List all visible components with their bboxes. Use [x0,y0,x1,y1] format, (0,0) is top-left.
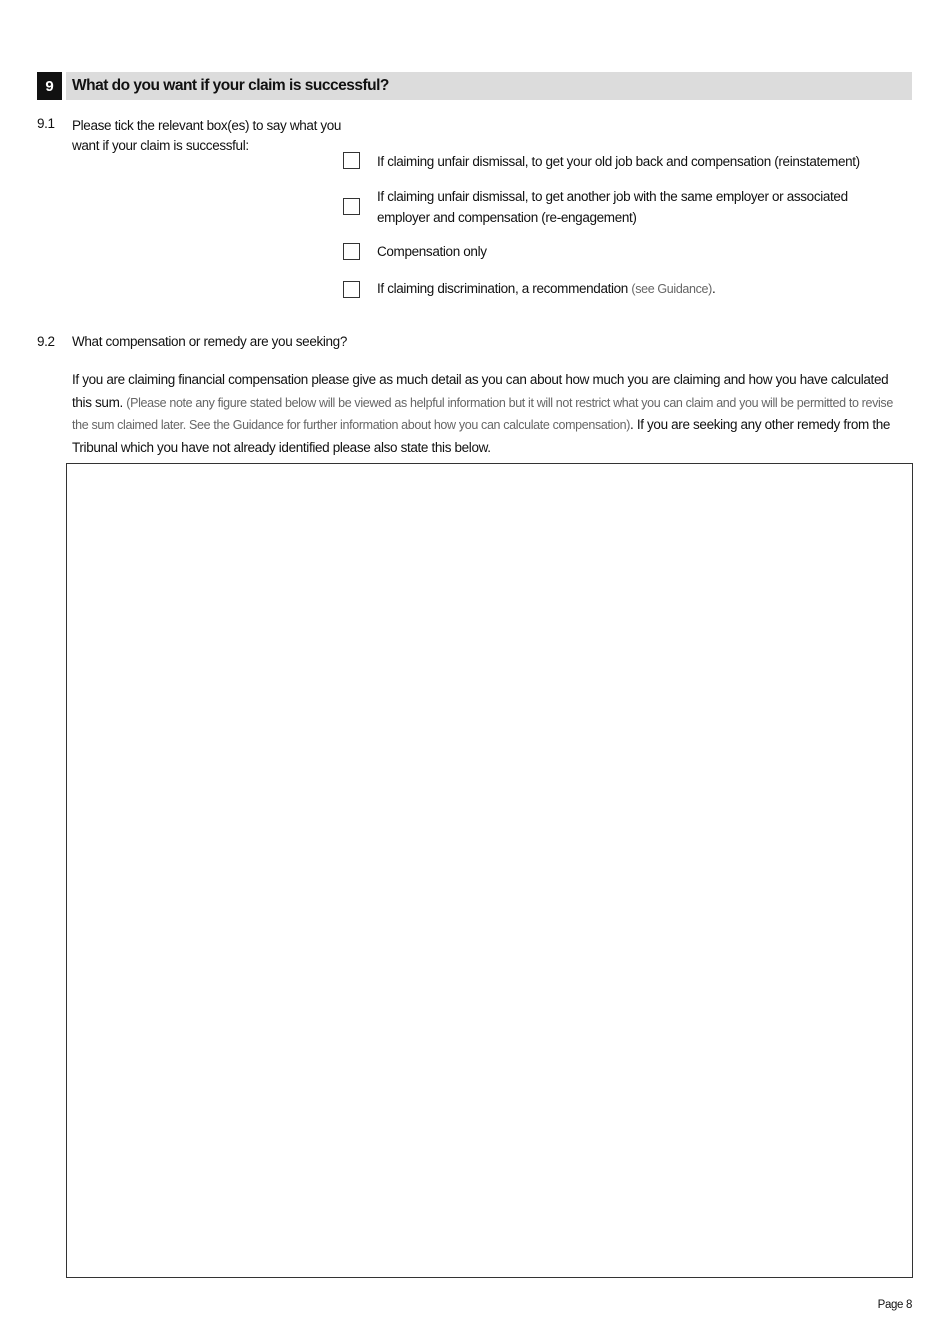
question-9-2-instructions [72,369,907,460]
option-text: If claiming discrimination, a recommendation [377,281,628,296]
section-title: What do you want if your claim is successful? [72,77,389,94]
question-9-1-prompt [72,116,341,156]
prompt-line: want if your claim is successful: [72,138,249,153]
question-number-9-2: 9.2 [37,334,55,349]
checkbox-re-engagement[interactable] [343,198,360,215]
section-header [66,72,912,100]
question-9-2-prompt: What compensation or remedy are you seeking? [72,334,348,349]
page-number: Page 8 [877,1299,912,1311]
instructions-main: If you are claiming financial compensation please give as much detail as you can about how much you are claiming and how you have calculated this sum. [72,372,889,410]
option-line: employer and compensation (re-engagement) [377,210,637,225]
checkbox-compensation-only[interactable] [343,243,360,260]
instructions-other-remedy: . If you are seeking any other remedy from the Tribunal which you have not already identified please also state this below. [72,417,891,456]
instructions-note: (Please note any figure stated below will be viewed as helpful information but it will not restrict what you can claim and you will be permitted to revise the sum claimed later. See the Guidance for further information about how you can calculate compensation) [72,395,893,433]
checkbox-reinstatement[interactable] [343,152,360,169]
option-re-engagement-label [377,186,877,228]
option-line: If claiming unfair dismissal, to get another job with the same employer or associated [377,189,848,204]
option-recommendation-label [377,278,877,300]
guidance-note: (see Guidance) [631,282,712,296]
option-suffix: . [711,281,716,296]
section-number: 9 [37,72,62,100]
prompt-line: Please tick the relevant box(es) to say what you [72,118,342,133]
question-number-9-1: 9.1 [37,116,55,131]
compensation-remedy-textarea[interactable] [66,463,913,1278]
option-compensation-only-label: Compensation only [377,244,487,259]
checkbox-recommendation[interactable] [343,281,360,298]
option-reinstatement-label: If claiming unfair dismissal, to get your old job back and compensation (reinstatement) [377,154,860,169]
